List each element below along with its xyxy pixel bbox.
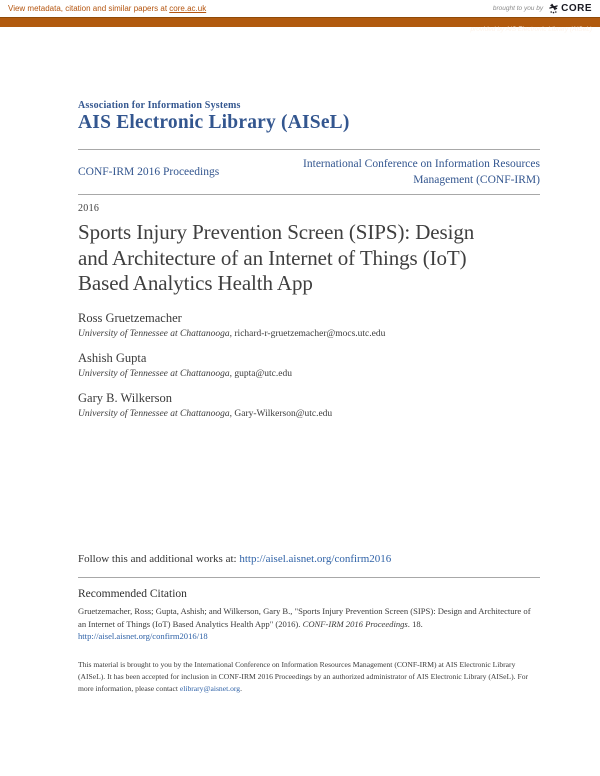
title-line: Based Analytics Health App <box>78 271 313 295</box>
author-name: Ashish Gupta <box>78 351 147 365</box>
repository-statement-text: This material is brought to you by the International Conference on Information Resources Management (CONF-IRM) at AIS Electronic Library (AISeL). It has been accepted for inclusion in CONF-IRM 2016 Proceedings by an authorized administrator of AIS Electronic Library (AISeL). For more information, please contact <box>78 660 529 693</box>
core-logo[interactable] <box>548 3 592 14</box>
publication-year: 2016 <box>78 203 100 214</box>
repository-statement-period: . <box>240 684 242 693</box>
author-affiliation: University of Tennessee at Chattanooga, <box>78 369 233 379</box>
proceedings-link[interactable]: CONF-IRM 2016 Proceedings <box>78 166 220 178</box>
follow-works-label: Follow this and additional works at: <box>78 553 237 565</box>
author-affiliation: University of Tennessee at Chattanooga, <box>78 329 233 339</box>
author-name: Ross Gruetzemacher <box>78 311 182 325</box>
repository-header <box>78 100 540 134</box>
author-affiliation-line <box>78 368 540 380</box>
citation-text <box>78 605 540 643</box>
library-title: AIS Electronic Library (AISeL) <box>78 112 350 133</box>
author-entry <box>78 391 540 420</box>
author-email: gupta@utc.edu <box>234 369 292 379</box>
metadata-text: View metadata, citation and similar papers at <box>8 4 168 13</box>
title-line: and Architecture of an Internet of Things (IoT) <box>78 245 467 270</box>
citation-url-link[interactable]: http://aisel.aisnet.org/confirm2016/18 <box>78 631 208 641</box>
recommended-citation-heading: Recommended Citation <box>78 588 187 600</box>
author-affiliation-line <box>78 328 540 340</box>
author-name: Gary B. Wilkerson <box>78 391 173 405</box>
core-logo-text: CORE <box>561 3 592 14</box>
elibrary-email-link[interactable]: elibrary@aisnet.org <box>179 684 241 693</box>
citation-text-part: . 18. <box>407 618 423 629</box>
author-email: Gary-Wilkerson@utc.edu <box>234 409 333 419</box>
paper-title <box>78 220 550 297</box>
citation-text-part: Gruetzemacher, Ross; Gupta, Ashish; and Wilkerson, Gary B., "Sports Injury Prevention Screen (SIPS): Design and Architecture of an Internet of Things (IoT) Based Analytics Health App" (2016). <box>78 606 531 629</box>
title-line: Sports Injury Prevention Screen (SIPS): Design <box>78 220 475 244</box>
series-navrow <box>78 149 540 195</box>
brought-by-text: brought to you by <box>492 5 544 12</box>
association-name: Association for Information Systems <box>78 100 241 111</box>
author-entry <box>78 351 540 380</box>
core-ac-uk-link[interactable]: core.ac.uk <box>169 4 207 13</box>
author-entry <box>78 311 540 340</box>
proceedings-url-link[interactable]: http://aisel.aisnet.org/confirm2016 <box>239 553 392 565</box>
author-affiliation: University of Tennessee at Chattanooga, <box>78 409 233 419</box>
follow-works-line <box>78 553 540 565</box>
author-list <box>78 311 540 431</box>
repository-statement <box>78 659 540 695</box>
core-logo-icon <box>548 3 559 14</box>
citation-proceedings-italic: CONF-IRM 2016 Proceedings <box>302 618 408 629</box>
author-email: richard-r-gruetzemacher@mocs.utc.edu <box>234 329 386 339</box>
recommended-citation-section <box>78 577 540 643</box>
provided-by-text: provided by AIS Electronic Library (AISeL) <box>470 26 592 33</box>
cover-content <box>78 0 540 776</box>
conference-link[interactable]: International Conference on Information Resources Management (CONF-IRM) <box>303 158 540 186</box>
author-affiliation-line <box>78 408 540 420</box>
